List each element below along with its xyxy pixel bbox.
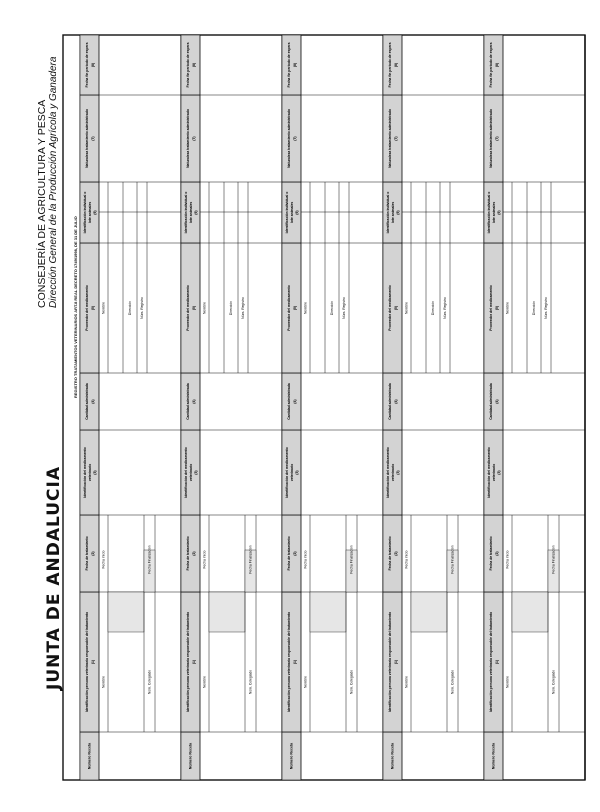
persona-shaded-cell [512, 592, 548, 632]
header-fecha-tratamiento: Fecha de tratamiento [84, 536, 89, 571]
header-numero-receta: Número Receta [289, 742, 294, 770]
header-identificacion-persona-num: (1) [90, 659, 95, 665]
header-identificacion-individual: Identificación individual o [486, 191, 491, 234]
header-fecha-tratamiento-num: (2) [191, 551, 196, 556]
persona-nombre-label: Nombre [202, 675, 207, 689]
header-fecha-fin: Fecha fin periodo de espera [286, 42, 291, 88]
header-fecha-fin-num: (8) [191, 62, 196, 68]
header-cell-fin [80, 35, 99, 95]
proveedor-nombre-label: Nombre [303, 301, 308, 315]
persona-colegiado-label: Núm. Colegiado [147, 669, 152, 695]
header-identificacion-individual: Identificación individual o [385, 191, 390, 234]
header-cell-pers [181, 592, 200, 732]
header-cell-cant [484, 373, 503, 430]
fecha-inicio-label: Fecha inicio [202, 550, 207, 569]
header-identificacion-individual-b: lote animales [390, 201, 395, 224]
header-identificacion-persona: Identificación persona veterinaria responsable del tratamiento [84, 611, 89, 713]
persona-shaded-cell [411, 592, 447, 632]
header-naturaleza: Naturaleza tratamiento administrado [488, 109, 493, 168]
header-cell-cant [181, 373, 200, 430]
header-cell-nat [383, 95, 402, 182]
header-cantidad-num: (4) [494, 399, 499, 404]
header-proveedor-num: (5) [292, 305, 297, 311]
persona-nombre-label: Nombre [505, 675, 510, 689]
header-cell-prov [484, 243, 503, 373]
proveedor-nombre-label: Nombre [202, 301, 207, 315]
header-fecha-fin: Fecha fin periodo de espera [185, 42, 190, 88]
header-cell-fin [181, 35, 200, 95]
header-cantidad: Cantidad administrada [84, 383, 89, 420]
header-fecha-tratamiento: Fecha de tratamiento [286, 536, 291, 571]
persona-colegiado-label: Núm. Colegiado [450, 669, 455, 695]
table-frame [63, 35, 585, 780]
header-fecha-fin-num: (8) [292, 62, 297, 68]
proveedor-registro-label: Núm. Registro [543, 297, 548, 319]
proveedor-registro-label: Núm. Registro [442, 297, 447, 319]
header-cell-nat [484, 95, 503, 182]
header-identificacion-persona-num: (1) [292, 659, 297, 665]
header-identificacion-individual-num: (6) [496, 210, 501, 215]
header-cell-fecha [181, 515, 200, 592]
header-proveedor: Proveedor del medicamento [84, 285, 89, 331]
header-identificacion-individual-b: lote animales [87, 201, 92, 224]
header-cell-pers [80, 592, 99, 732]
header-cell-prov [181, 243, 200, 373]
proveedor-nombre-label: Nombre [101, 301, 106, 315]
persona-colegiado-label: Núm. Colegiado [349, 669, 354, 695]
header-cell-fin [282, 35, 301, 95]
header-fecha-tratamiento: Fecha de tratamiento [387, 536, 392, 571]
fecha-finalizacion-label: Fecha Finalización [147, 545, 152, 574]
header-identificacion-medicamento-num: (3) [193, 470, 198, 475]
header-cell-nat [80, 95, 99, 182]
header-fecha-fin: Fecha fin periodo de espera [84, 42, 89, 88]
header-cell-fecha [484, 515, 503, 592]
fecha-inicio-label: Fecha inicio [404, 550, 409, 569]
fecha-inicio-label: Fecha inicio [505, 550, 510, 569]
header-cell-pers [484, 592, 503, 732]
header-identificacion-persona-num: (1) [191, 659, 196, 665]
header-proveedor-num: (5) [494, 305, 499, 311]
fecha-finalizacion-label: Fecha Finalización [248, 545, 253, 574]
header-fecha-tratamiento: Fecha de tratamiento [185, 536, 190, 571]
header-cantidad: Cantidad administrada [286, 383, 291, 420]
header-identificacion-medicamento-b: veterinario [188, 463, 193, 482]
header-identificacion-individual-num: (6) [92, 210, 97, 215]
header-identificacion-individual-num: (6) [395, 210, 400, 215]
consejeria-title: CONSEJERÍA DE AGRICULTURA Y PESCA [36, 99, 48, 308]
header-identificacion-medicamento-num: (3) [92, 470, 97, 475]
header-cantidad-num: (4) [292, 399, 297, 404]
proveedor-direccion-label: Dirección [430, 300, 435, 316]
header-identificacion-medicamento: Identificación del medicamento [486, 447, 491, 498]
header-cell-fecha [282, 515, 301, 592]
header-identificacion-medicamento-num: (3) [496, 470, 501, 475]
header-identificacion-medicamento-b: veterinario [491, 463, 496, 482]
header-proveedor: Proveedor del medicamento [488, 285, 493, 331]
proveedor-direccion-label: Dirección [127, 300, 132, 316]
header-proveedor: Proveedor del medicamento [185, 285, 190, 331]
header-fecha-fin-num: (8) [494, 62, 499, 68]
header-identificacion-individual-b: lote animales [289, 201, 294, 224]
header-identificacion-medicamento-num: (3) [294, 470, 299, 475]
header-fecha-fin: Fecha fin periodo de espera [488, 42, 493, 88]
header-cantidad: Cantidad administrada [488, 383, 493, 420]
header-fecha-tratamiento-num: (2) [494, 551, 499, 556]
header-identificacion-persona: Identificación persona veterinaria responsable del tratamiento [286, 611, 291, 713]
persona-shaded-cell [108, 592, 144, 632]
header-fecha-fin-num: (8) [90, 62, 95, 68]
header-cell-cant [80, 373, 99, 430]
persona-shaded-cell [310, 592, 346, 632]
header-naturaleza: Naturaleza tratamiento administrado [84, 109, 89, 168]
header-fecha-fin: Fecha fin periodo de espera [387, 42, 392, 88]
registro-title: REGISTRO TRATAMIENTOS VETERINARIOS ART.8 REAL DECRETO 1749/1998, DE 31 DE JULIO [73, 216, 78, 398]
header-cell-cant [282, 373, 301, 430]
header-fecha-tratamiento: Fecha de tratamiento [488, 536, 493, 571]
header-cantidad-num: (4) [191, 399, 196, 404]
header-identificacion-individual: Identificación individual o [284, 191, 289, 234]
proveedor-direccion-label: Dirección [531, 300, 536, 316]
fecha-inicio-label: Fecha inicio [101, 550, 106, 569]
header-cantidad: Cantidad administrada [185, 383, 190, 420]
proveedor-registro-label: Núm. Registro [341, 297, 346, 319]
header-fecha-tratamiento-num: (2) [393, 551, 398, 556]
header-numero-receta: Número Receta [87, 742, 92, 770]
header-identificacion-individual-num: (6) [294, 210, 299, 215]
persona-nombre-label: Nombre [404, 675, 409, 689]
persona-nombre-label: Nombre [303, 675, 308, 689]
header-cell-pers [282, 592, 301, 732]
header-identificacion-persona: Identificación persona veterinaria responsable del tratamiento [185, 611, 190, 713]
header-cell-nat [181, 95, 200, 182]
header-proveedor-num: (5) [90, 305, 95, 311]
proveedor-nombre-label: Nombre [404, 301, 409, 315]
proveedor-direccion-label: Dirección [329, 300, 334, 316]
header-cantidad-num: (4) [90, 399, 95, 404]
fecha-finalizacion-label: Fecha Finalización [349, 545, 354, 574]
header-proveedor-num: (5) [393, 305, 398, 311]
header-identificacion-individual-num: (6) [193, 210, 198, 215]
header-identificacion-medicamento-num: (3) [395, 470, 400, 475]
header-naturaleza: Naturaleza tratamiento administrado [286, 109, 291, 168]
header-naturaleza-num: (7) [494, 136, 499, 141]
header-identificacion-individual-b: lote animales [491, 201, 496, 224]
fecha-inicio-label: Fecha inicio [303, 550, 308, 569]
header-fecha-tratamiento-num: (2) [90, 551, 95, 556]
header-cell-cant [383, 373, 402, 430]
direccion-general-title: Dirección General de la Producción Agrícola y Ganadera [48, 56, 59, 308]
header-proveedor-num: (5) [191, 305, 196, 311]
header-cell-prov [282, 243, 301, 373]
header-identificacion-individual: Identificación individual o [82, 191, 87, 234]
header-cell-fecha [80, 515, 99, 592]
header-proveedor: Proveedor del medicamento [387, 285, 392, 331]
proveedor-nombre-label: Nombre [505, 301, 510, 315]
header-identificacion-medicamento-b: veterinario [87, 463, 92, 482]
header-identificacion-individual: Identificación individual o [183, 191, 188, 234]
header-naturaleza-num: (7) [90, 136, 95, 141]
header-identificacion-medicamento: Identificación del medicamento [82, 447, 87, 498]
fecha-finalizacion-label: Fecha Finalización [551, 545, 556, 574]
header-identificacion-individual-b: lote animales [188, 201, 193, 224]
header-identificacion-medicamento: Identificación del medicamento [385, 447, 390, 498]
fecha-finalizacion-label: Fecha Finalización [450, 545, 455, 574]
header-identificacion-persona-num: (1) [494, 659, 499, 665]
header-cell-fecha [383, 515, 402, 592]
header-identificacion-persona: Identificación persona veterinaria responsable del tratamiento [387, 611, 392, 713]
header-cell-prov [80, 243, 99, 373]
header-cell-fin [383, 35, 402, 95]
header-cell-fin [484, 35, 503, 95]
header-naturaleza: Naturaleza tratamiento administrado [387, 109, 392, 168]
header-naturaleza: Naturaleza tratamiento administrado [185, 109, 190, 168]
header-fecha-tratamiento-num: (2) [292, 551, 297, 556]
header-cell-pers [383, 592, 402, 732]
header-naturaleza-num: (7) [191, 136, 196, 141]
persona-nombre-label: Nombre [101, 675, 106, 689]
header-cell-prov [383, 243, 402, 373]
persona-colegiado-label: Núm. Colegiado [551, 669, 556, 695]
header-identificacion-medicamento: Identificación del medicamento [183, 447, 188, 498]
header-numero-receta: Número Receta [390, 742, 395, 770]
proveedor-direccion-label: Dirección [228, 300, 233, 316]
header-identificacion-medicamento-b: veterinario [289, 463, 294, 482]
header-proveedor: Proveedor del medicamento [286, 285, 291, 331]
header-cantidad-num: (4) [393, 399, 398, 404]
header-identificacion-persona-num: (1) [393, 659, 398, 665]
proveedor-registro-label: Núm. Registro [240, 297, 245, 319]
header-fecha-fin-num: (8) [393, 62, 398, 68]
proveedor-registro-label: Núm. Registro [139, 297, 144, 319]
persona-shaded-cell [209, 592, 245, 632]
header-cantidad: Cantidad administrada [387, 383, 392, 420]
header-naturaleza-num: (7) [393, 136, 398, 141]
header-numero-receta: Número Receta [188, 742, 193, 770]
header-numero-receta: Número Receta [491, 742, 496, 770]
header-cell-nat [282, 95, 301, 182]
header-naturaleza-num: (7) [292, 136, 297, 141]
persona-colegiado-label: Núm. Colegiado [248, 669, 253, 695]
junta-andalucia-logo: JUNTA DE ANDALUCIA [44, 466, 64, 690]
header-identificacion-medicamento-b: veterinario [390, 463, 395, 482]
header-identificacion-persona: Identificación persona veterinaria responsable del tratamiento [488, 611, 493, 713]
header-identificacion-medicamento: Identificación del medicamento [284, 447, 289, 498]
